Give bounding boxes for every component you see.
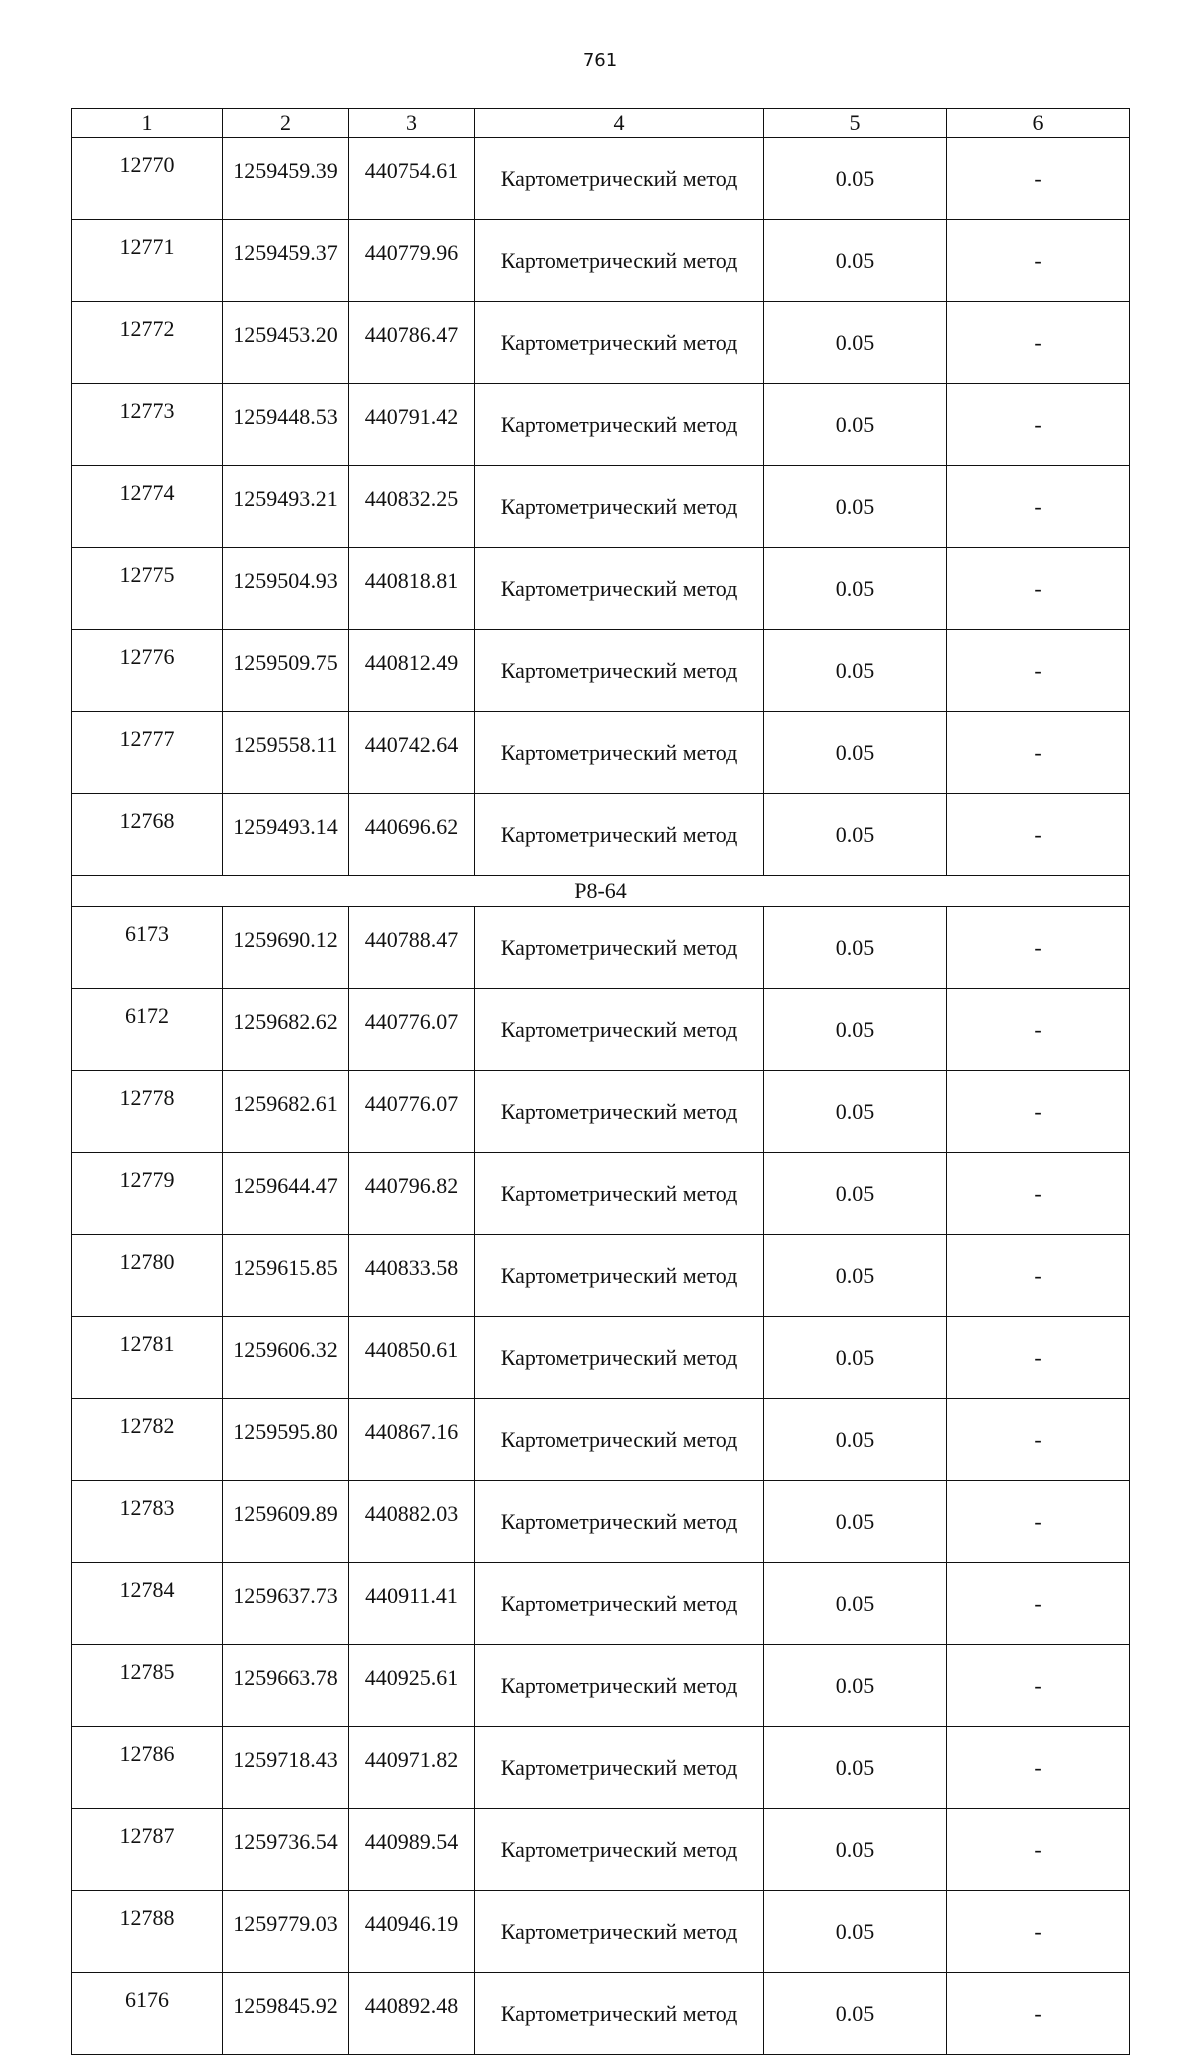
table-row [72, 1153, 1130, 1235]
method-cell: Картометрический метод [475, 1727, 764, 1809]
method-cell: Картометрический метод [475, 1399, 764, 1481]
x-coordinate-cell: 1259595.80 [223, 1399, 349, 1481]
note-cell: - [947, 1153, 1130, 1235]
note-cell: - [947, 302, 1130, 384]
note-cell: - [947, 989, 1130, 1071]
x-coordinate-cell: 1259493.14 [223, 794, 349, 876]
table-row [72, 1727, 1130, 1809]
accuracy-cell: 0.05 [764, 907, 947, 989]
note-cell: - [947, 907, 1130, 989]
point-id-cell: 12784 [72, 1563, 223, 1645]
note-cell: - [947, 1727, 1130, 1809]
y-coordinate-cell: 440850.61 [349, 1317, 475, 1399]
note-cell: - [947, 630, 1130, 712]
table-body [72, 138, 1130, 2055]
method-cell: Картометрический метод [475, 1317, 764, 1399]
column-header: 1 [72, 109, 223, 138]
accuracy-cell: 0.05 [764, 630, 947, 712]
table-row [72, 1235, 1130, 1317]
x-coordinate-cell: 1259459.39 [223, 138, 349, 220]
point-id-cell: 12775 [72, 548, 223, 630]
method-cell: Картометрический метод [475, 1235, 764, 1317]
point-id-cell: 12777 [72, 712, 223, 794]
column-header: 2 [223, 109, 349, 138]
note-cell: - [947, 1071, 1130, 1153]
accuracy-cell: 0.05 [764, 1973, 947, 2055]
x-coordinate-cell: 1259459.37 [223, 220, 349, 302]
x-coordinate-cell: 1259609.89 [223, 1481, 349, 1563]
note-cell: - [947, 1317, 1130, 1399]
table-row [72, 138, 1130, 220]
accuracy-cell: 0.05 [764, 1563, 947, 1645]
column-header: 5 [764, 109, 947, 138]
method-cell: Картометрический метод [475, 302, 764, 384]
table-row [72, 712, 1130, 794]
method-cell: Картометрический метод [475, 384, 764, 466]
point-id-cell: 12779 [72, 1153, 223, 1235]
point-id-cell: 12776 [72, 630, 223, 712]
y-coordinate-cell: 440779.96 [349, 220, 475, 302]
table-row [72, 384, 1130, 466]
table-row [72, 794, 1130, 876]
table-row [72, 1317, 1130, 1399]
method-cell: Картометрический метод [475, 1481, 764, 1563]
table-row [72, 1563, 1130, 1645]
y-coordinate-cell: 440818.81 [349, 548, 475, 630]
table-row [72, 1809, 1130, 1891]
note-cell: - [947, 1481, 1130, 1563]
x-coordinate-cell: 1259448.53 [223, 384, 349, 466]
accuracy-cell: 0.05 [764, 1153, 947, 1235]
x-coordinate-cell: 1259504.93 [223, 548, 349, 630]
point-id-cell: 6173 [72, 907, 223, 989]
y-coordinate-cell: 440867.16 [349, 1399, 475, 1481]
note-cell: - [947, 794, 1130, 876]
point-id-cell: 12787 [72, 1809, 223, 1891]
accuracy-cell: 0.05 [764, 1317, 947, 1399]
point-id-cell: 6172 [72, 989, 223, 1071]
point-id-cell: 12771 [72, 220, 223, 302]
header-row [72, 109, 1130, 138]
method-cell: Картометрический метод [475, 712, 764, 794]
note-cell: - [947, 1973, 1130, 2055]
accuracy-cell: 0.05 [764, 220, 947, 302]
method-cell: Картометрический метод [475, 794, 764, 876]
accuracy-cell: 0.05 [764, 138, 947, 220]
x-coordinate-cell: 1259615.85 [223, 1235, 349, 1317]
table-row [72, 466, 1130, 548]
table-row [72, 1481, 1130, 1563]
y-coordinate-cell: 440911.41 [349, 1563, 475, 1645]
x-coordinate-cell: 1259736.54 [223, 1809, 349, 1891]
x-coordinate-cell: 1259644.47 [223, 1153, 349, 1235]
accuracy-cell: 0.05 [764, 1481, 947, 1563]
y-coordinate-cell: 440776.07 [349, 989, 475, 1071]
method-cell: Картометрический метод [475, 220, 764, 302]
x-coordinate-cell: 1259845.92 [223, 1973, 349, 2055]
y-coordinate-cell: 440833.58 [349, 1235, 475, 1317]
accuracy-cell: 0.05 [764, 1809, 947, 1891]
x-coordinate-cell: 1259493.21 [223, 466, 349, 548]
point-id-cell: 12783 [72, 1481, 223, 1563]
y-coordinate-cell: 440696.62 [349, 794, 475, 876]
method-cell: Картометрический метод [475, 138, 764, 220]
coordinates-table [71, 108, 1130, 2055]
accuracy-cell: 0.05 [764, 1235, 947, 1317]
table-row [72, 1399, 1130, 1481]
y-coordinate-cell: 440946.19 [349, 1891, 475, 1973]
y-coordinate-cell: 440832.25 [349, 466, 475, 548]
column-header: 4 [475, 109, 764, 138]
accuracy-cell: 0.05 [764, 1399, 947, 1481]
method-cell: Картометрический метод [475, 630, 764, 712]
accuracy-cell: 0.05 [764, 548, 947, 630]
accuracy-cell: 0.05 [764, 712, 947, 794]
x-coordinate-cell: 1259558.11 [223, 712, 349, 794]
table-row [72, 302, 1130, 384]
page-number: 761 [582, 50, 618, 71]
table-row [72, 548, 1130, 630]
note-cell: - [947, 220, 1130, 302]
method-cell: Картометрический метод [475, 1153, 764, 1235]
note-cell: - [947, 384, 1130, 466]
point-id-cell: 12782 [72, 1399, 223, 1481]
accuracy-cell: 0.05 [764, 302, 947, 384]
method-cell: Картометрический метод [475, 1891, 764, 1973]
x-coordinate-cell: 1259718.43 [223, 1727, 349, 1809]
note-cell: - [947, 1891, 1130, 1973]
y-coordinate-cell: 440882.03 [349, 1481, 475, 1563]
point-id-cell: 6176 [72, 1973, 223, 2055]
table-row [72, 1645, 1130, 1727]
section-row [72, 876, 1130, 907]
x-coordinate-cell: 1259663.78 [223, 1645, 349, 1727]
note-cell: - [947, 138, 1130, 220]
point-id-cell: 12781 [72, 1317, 223, 1399]
point-id-cell: 12788 [72, 1891, 223, 1973]
column-header: 6 [947, 109, 1130, 138]
y-coordinate-cell: 440892.48 [349, 1973, 475, 2055]
column-header: 3 [349, 109, 475, 138]
note-cell: - [947, 466, 1130, 548]
method-cell: Картометрический метод [475, 1071, 764, 1153]
table-row [72, 907, 1130, 989]
method-cell: Картометрический метод [475, 1645, 764, 1727]
method-cell: Картометрический метод [475, 466, 764, 548]
table-row [72, 1071, 1130, 1153]
y-coordinate-cell: 440776.07 [349, 1071, 475, 1153]
point-id-cell: 12780 [72, 1235, 223, 1317]
note-cell: - [947, 1645, 1130, 1727]
accuracy-cell: 0.05 [764, 1891, 947, 1973]
table-row [72, 1891, 1130, 1973]
x-coordinate-cell: 1259637.73 [223, 1563, 349, 1645]
point-id-cell: 12786 [72, 1727, 223, 1809]
note-cell: - [947, 1563, 1130, 1645]
accuracy-cell: 0.05 [764, 794, 947, 876]
y-coordinate-cell: 440786.47 [349, 302, 475, 384]
x-coordinate-cell: 1259509.75 [223, 630, 349, 712]
accuracy-cell: 0.05 [764, 466, 947, 548]
y-coordinate-cell: 440742.64 [349, 712, 475, 794]
y-coordinate-cell: 440788.47 [349, 907, 475, 989]
method-cell: Картометрический метод [475, 907, 764, 989]
accuracy-cell: 0.05 [764, 989, 947, 1071]
table-row [72, 220, 1130, 302]
x-coordinate-cell: 1259682.62 [223, 989, 349, 1071]
table-row [72, 989, 1130, 1071]
method-cell: Картометрический метод [475, 1563, 764, 1645]
table-row [72, 1973, 1130, 2055]
method-cell: Картометрический метод [475, 548, 764, 630]
y-coordinate-cell: 440754.61 [349, 138, 475, 220]
note-cell: - [947, 548, 1130, 630]
x-coordinate-cell: 1259690.12 [223, 907, 349, 989]
y-coordinate-cell: 440925.61 [349, 1645, 475, 1727]
accuracy-cell: 0.05 [764, 1645, 947, 1727]
point-id-cell: 12778 [72, 1071, 223, 1153]
x-coordinate-cell: 1259682.61 [223, 1071, 349, 1153]
note-cell: - [947, 1399, 1130, 1481]
y-coordinate-cell: 440989.54 [349, 1809, 475, 1891]
y-coordinate-cell: 440971.82 [349, 1727, 475, 1809]
point-id-cell: 12785 [72, 1645, 223, 1727]
x-coordinate-cell: 1259779.03 [223, 1891, 349, 1973]
y-coordinate-cell: 440791.42 [349, 384, 475, 466]
point-id-cell: 12774 [72, 466, 223, 548]
accuracy-cell: 0.05 [764, 1071, 947, 1153]
point-id-cell: 12768 [72, 794, 223, 876]
accuracy-cell: 0.05 [764, 384, 947, 466]
y-coordinate-cell: 440812.49 [349, 630, 475, 712]
section-label: Р8-64 [72, 876, 1130, 907]
accuracy-cell: 0.05 [764, 1727, 947, 1809]
method-cell: Картометрический метод [475, 1973, 764, 2055]
point-id-cell: 12772 [72, 302, 223, 384]
point-id-cell: 12770 [72, 138, 223, 220]
point-id-cell: 12773 [72, 384, 223, 466]
x-coordinate-cell: 1259606.32 [223, 1317, 349, 1399]
y-coordinate-cell: 440796.82 [349, 1153, 475, 1235]
method-cell: Картометрический метод [475, 1809, 764, 1891]
note-cell: - [947, 1235, 1130, 1317]
method-cell: Картометрический метод [475, 989, 764, 1071]
note-cell: - [947, 1809, 1130, 1891]
note-cell: - [947, 712, 1130, 794]
table-row [72, 630, 1130, 712]
x-coordinate-cell: 1259453.20 [223, 302, 349, 384]
